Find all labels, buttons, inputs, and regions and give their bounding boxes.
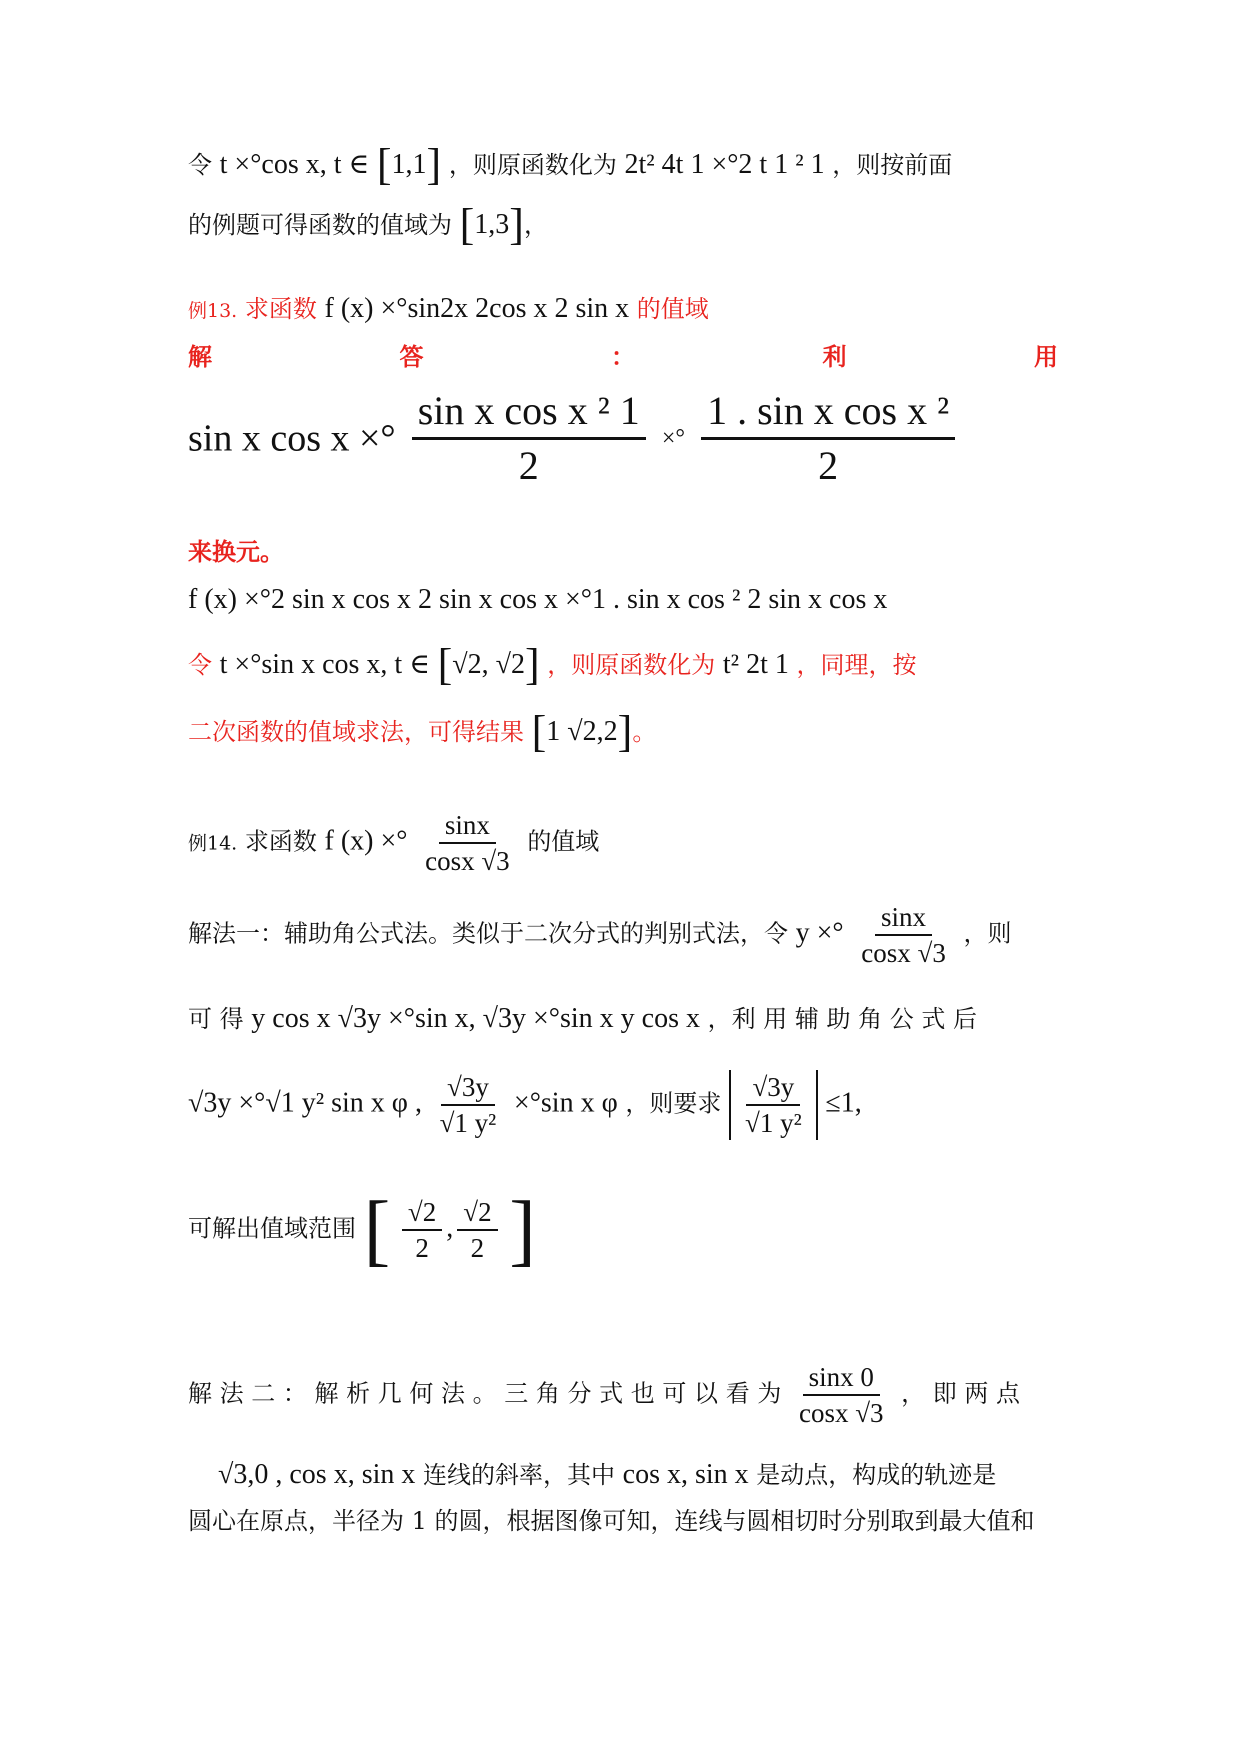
text: 的值域 — [636, 295, 709, 323]
text: 圆心在原点，半径为 1 的圆，根据图像可知，连线与圆相切时分别取到最大值和 — [188, 1507, 1035, 1535]
interval: 1,1 — [391, 149, 427, 180]
right-bracket: ] — [617, 707, 633, 756]
text: 令 — [188, 151, 212, 179]
fraction — [701, 385, 955, 492]
ex14-method2-line1 — [188, 1360, 1058, 1440]
comma: , — [446, 1212, 454, 1244]
text: 来换元。 — [188, 537, 284, 566]
text: 求函数 — [244, 827, 317, 856]
fraction — [739, 1070, 808, 1140]
math-expression: sin x cos x ×° — [188, 417, 396, 460]
numerator: √2 — [402, 1195, 442, 1231]
text: ，则按前面 — [832, 151, 953, 179]
text: ，则原函数化为 — [448, 151, 617, 179]
numerator: sinx — [439, 808, 496, 844]
fraction — [412, 385, 646, 492]
fraction — [855, 900, 952, 970]
ex14-method2-line2 — [188, 1458, 1058, 1492]
text: 解 — [188, 342, 212, 371]
left-bracket: [ — [459, 200, 475, 249]
text: 二次函数的值域求法，可得结果 — [188, 718, 524, 746]
math-expression: √3y ×°√1 y² sin x φ , — [188, 1087, 422, 1119]
fraction — [793, 1360, 890, 1430]
ex14-method2-line3 — [188, 1504, 1058, 1538]
text: 解 法 二 ： 解 析 几 何 法 。 三 角 分 式 也 可 以 看 为 — [188, 1379, 782, 1408]
interval: 1,3 — [474, 209, 510, 240]
text: 。 — [632, 718, 657, 746]
text: 可 得 — [188, 1005, 244, 1033]
text: 用 — [1034, 342, 1058, 371]
numerator: sinx 0 — [803, 1360, 880, 1396]
numerator: √3y — [746, 1070, 800, 1106]
ex13-let-line — [188, 640, 1058, 689]
denominator: cosx √3 — [861, 938, 946, 968]
math-expression: t ×°cos x, t ∈ — [219, 149, 370, 180]
numerator: √3y — [441, 1070, 495, 1106]
text: 的值域 — [527, 827, 600, 856]
text: 解法一：辅助角公式法。类似于二次分式的判别式法，令 — [188, 919, 788, 948]
text: 可解出值域范围 — [188, 1214, 356, 1243]
fraction — [402, 1195, 442, 1265]
math-expression: y cos x √3y ×°sin x, √3y ×°sin x y cos x — [251, 1003, 700, 1034]
interval: √2, √2 — [452, 649, 525, 680]
text: 是动点，构成的轨迹是 — [756, 1461, 997, 1489]
text: 令 — [188, 651, 212, 679]
text: ： — [611, 342, 635, 371]
math-expression: cos x, sin x — [622, 1459, 749, 1490]
text: 答 — [399, 342, 424, 371]
text: 的例题可得函数的值域为 — [188, 211, 452, 239]
numerator: sinx — [875, 900, 932, 936]
ex13-question — [188, 292, 1058, 328]
text: ， — [523, 211, 548, 239]
denominator: √1 y² — [439, 1108, 497, 1138]
text: ，则 — [963, 919, 1012, 948]
fraction — [457, 1195, 497, 1265]
example-label: 例13. — [188, 300, 238, 322]
right-bracket: ] — [509, 1186, 536, 1274]
left-bracket: [ — [376, 140, 392, 189]
denominator: cosx √3 — [425, 846, 510, 876]
math-expression: f (x) ×° — [324, 825, 408, 857]
denominator: 2 — [415, 1233, 429, 1263]
numerator: sin x cos x ² 1 — [412, 385, 646, 440]
para1-line2 — [188, 200, 1058, 249]
right-bracket: ] — [524, 640, 540, 689]
math-expression: ×° — [661, 425, 685, 452]
right-bracket: ] — [509, 200, 524, 249]
denominator: 2 — [470, 1233, 485, 1263]
text: ，同理，按 — [796, 651, 917, 679]
math-expression: ≤1, — [825, 1087, 862, 1119]
left-bracket: [ — [363, 1186, 391, 1274]
ex14-method1-line2 — [188, 1002, 1058, 1036]
math-expression: f (x) ×°2 sin x cos x 2 sin x cos x ×°1 . sin x cos ² 2 sin x cos x — [188, 584, 888, 615]
numerator: 1 . sin x cos x ² — [701, 385, 955, 440]
ex13-huanyuan — [188, 535, 1058, 569]
fraction — [419, 808, 516, 878]
text: 连线的斜率，其中 — [423, 1461, 616, 1489]
para1-line1 — [188, 140, 1058, 189]
right-bracket: ] — [426, 140, 442, 189]
text: ，则原函数化为 — [547, 651, 716, 679]
denominator: cosx √3 — [798, 1398, 884, 1428]
interval: 1 √2,2 — [546, 716, 618, 747]
ex14-method1-line1 — [188, 900, 1058, 980]
ex14-question — [188, 808, 1058, 888]
fraction — [434, 1070, 503, 1140]
text: 求函数 — [244, 295, 317, 323]
left-bracket: [ — [437, 640, 453, 689]
text: 利 — [822, 342, 847, 371]
ex13-fx-line — [188, 583, 1058, 617]
ex13-result-line — [188, 707, 1058, 756]
math-expression: y ×° — [795, 917, 844, 949]
text: ，利 用 辅 助 角 公 式 后 — [707, 1005, 978, 1033]
ex13-answer-header — [188, 340, 1058, 374]
math-expression: f (x) ×°sin2x 2cos x 2 sin x — [324, 293, 630, 324]
ex14-method1-line4 — [188, 1186, 1058, 1295]
left-bracket: [ — [531, 707, 547, 756]
ex13-formula — [188, 385, 1058, 495]
math-expression: 2t² 4t 1 ×°2 t 1 ² 1 — [624, 149, 825, 180]
numerator: √2 — [457, 1195, 497, 1231]
math-expression: ×°sin x φ — [513, 1087, 618, 1119]
absolute-value — [729, 1070, 818, 1140]
denominator: 2 — [518, 443, 539, 488]
example-label: 例14. — [188, 832, 238, 855]
math-expression: √3,0 , cos x, sin x — [218, 1459, 416, 1490]
text: ，则要求 — [625, 1089, 722, 1118]
denominator: √1 y² — [745, 1108, 802, 1138]
text: ， 即 两 点 — [901, 1379, 1021, 1408]
ex14-method1-line3 — [188, 1070, 1058, 1160]
math-expression: t ×°sin x cos x, t ∈ — [219, 649, 430, 680]
math-expression: t² 2t 1 — [722, 649, 789, 680]
denominator: 2 — [818, 443, 839, 488]
